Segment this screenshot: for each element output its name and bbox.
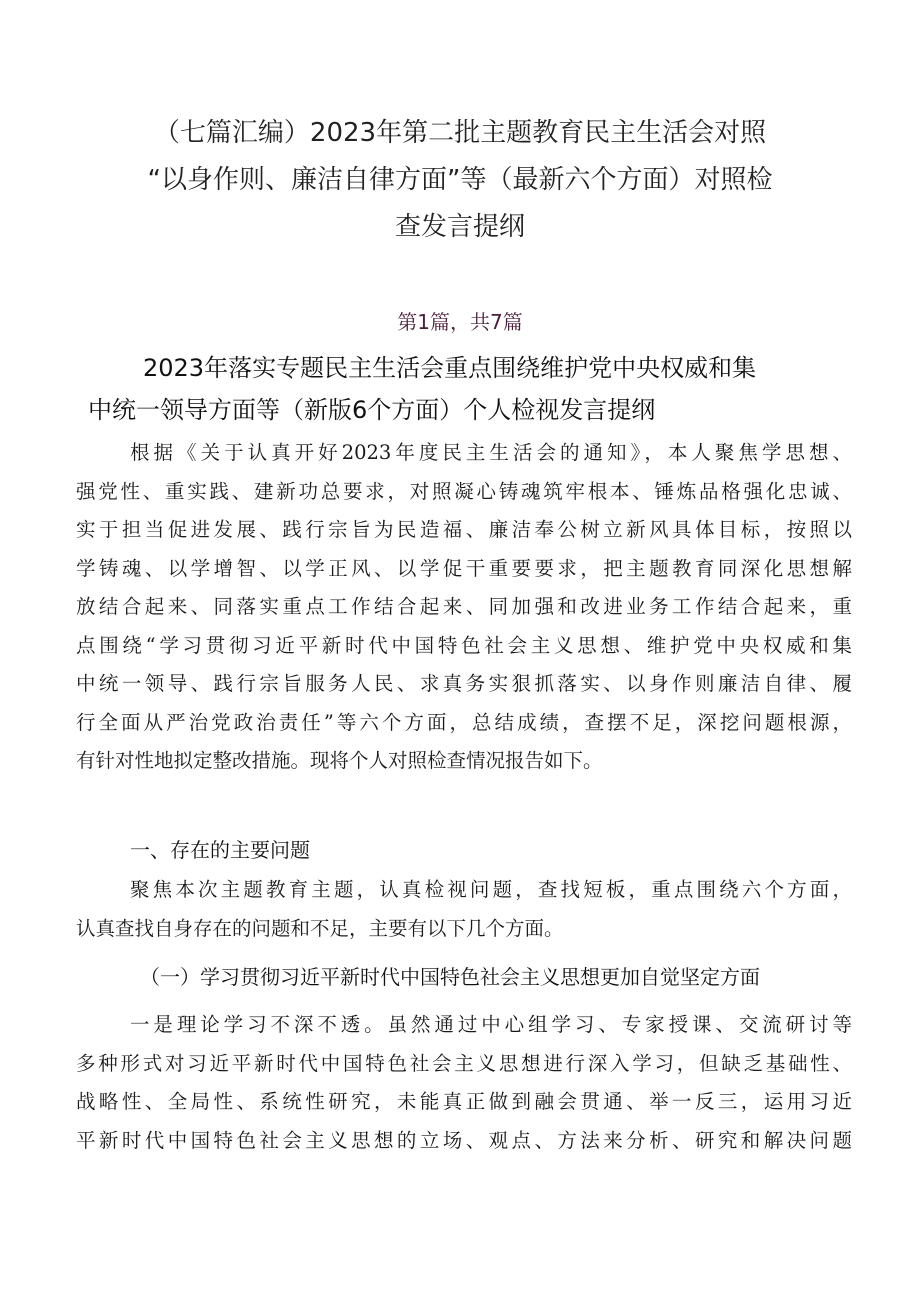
point-line: 平新时代中国特色社会主义思想的立场、观点、方法来分析、研究和解决问题 — [76, 1128, 852, 1152]
article-title-line-2: 中统一领导方面等（新版6个方面）个人检视发言提纲 — [88, 396, 656, 424]
intro-line: 点围绕“学习贯彻习近平新时代中国特色社会主义思想、维护党中央权威和集 — [76, 633, 852, 657]
point-line: 多种形式对习近平新时代中国特色社会主义思想进行深入学习，但缺乏基础性、 — [76, 1051, 852, 1075]
section-line: 认真查找自身存在的问题和不足，主要有以下几个方面。 — [76, 916, 564, 940]
section-line: 聚焦本次主题教育主题，认真检视问题，查找短板，重点围绕六个方面， — [130, 878, 852, 901]
section-heading: 一、存在的主要问题 — [130, 838, 310, 862]
document-title-line-2: “以身作则、廉洁自律方面”等（最新六个方面）对照检 — [147, 165, 773, 195]
article-title-line-1: 2023年落实专题民主生活会重点围绕维护党中央权威和集 — [143, 354, 757, 382]
intro-line: 根据《关于认真开好2023年度民主生活会的通知》，本人聚焦学思想、 — [130, 441, 852, 464]
intro-paragraph — [76, 434, 852, 781]
point-line: 战略性、全局性、系统性研究，未能真正做到融会贯通、举一反三，运用习近 — [76, 1090, 852, 1113]
document-title — [60, 110, 860, 251]
section-paragraph — [76, 871, 852, 948]
intro-line: 放结合起来、同落实重点工作结合起来、同加强和改进业务工作结合起来，重 — [76, 595, 852, 618]
point-line: 一是理论学习不深不透。虽然通过中心组学习、专家授课、交流研讨等 — [130, 1013, 852, 1036]
intro-line: 有针对性地拟定整改措施。现将个人对照检查情况报告如下。 — [76, 749, 603, 772]
point-paragraph — [76, 1006, 852, 1160]
document-title-line-1: （七篇汇编）2023年第二批主题教育民主生活会对照 — [153, 118, 767, 148]
intro-line: 实于担当促进发展、践行宗旨为民造福、廉洁奉公树立新风具体目标，按照以 — [76, 518, 852, 541]
intro-line: 行全面从严治党政治责任”等六个方面，总结成绩，查摆不足，深挖问题根源， — [76, 710, 852, 734]
article-title — [70, 347, 870, 431]
intro-line: 强党性、重实践、建新功总要求，对照凝心铸魂筑牢根本、锤炼品格强化忠诚、 — [76, 479, 852, 503]
intro-line: 中统一领导、践行宗旨服务人民、求真务实狠抓落实、以身作则廉洁自律、履 — [76, 672, 852, 695]
document-title-line-3: 查发言提纲 — [394, 212, 525, 242]
intro-line: 学铸魂、以学增智、以学正风、以学促干重要要求，把主题教育同深化思想解 — [76, 556, 852, 580]
part-label: 第1篇，共7篇 — [397, 310, 523, 334]
sub-heading: （一）学习贯彻习近平新时代中国特色社会主义思想更加自觉坚定方面 — [140, 965, 760, 989]
